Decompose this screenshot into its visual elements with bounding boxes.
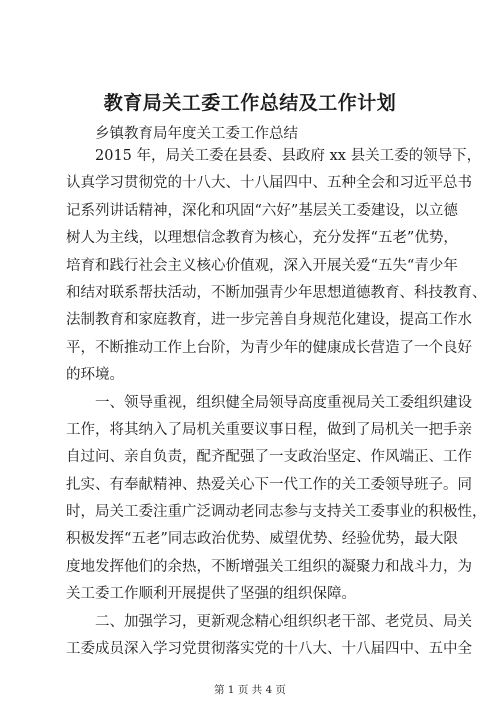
- text-line: 平，不断推动工作上台阶，为青少年的健康成长营造了一个良好: [66, 339, 472, 356]
- text-line: 关工委工作顺利开展提供了坚强的组织保障。: [66, 586, 356, 603]
- text-line: 培育和践行社会主义核心价值观，深入开展关爱“五失“青少年: [66, 257, 458, 274]
- text-line: 自过问、亲自负责，配齐配强了一支政治坚定、作风端正、工作: [66, 449, 472, 466]
- text-line: 2015 年，局关工委在县委、县政府 xx 县关工委的领导下，: [95, 148, 482, 164]
- paragraph: [66, 143, 487, 390]
- text-line: 认真学习贯彻党的十八大、十八届四中、五种全会和习近平总书: [66, 175, 472, 192]
- text-line: 记系列讲话精神，深化和巩固“六好”基层关工委建设，以立德: [66, 202, 458, 219]
- document-subtitle: 乡镇教育局年度关工委工作总结: [95, 126, 298, 142]
- document-title: 教育局关工委工作总结及工作计划: [103, 92, 397, 114]
- text-line: 树人为主线，以理想信念教育为核心，充分发挥“五老”优势，: [66, 230, 458, 247]
- text-line: 和结对联系帮扶活动，不断加强青少年思想道德教育、科技教育、: [66, 284, 487, 301]
- paragraph: [66, 609, 472, 664]
- document-body: [66, 143, 487, 663]
- paragraph: [66, 390, 487, 609]
- text-line: 扎实、有奉献精神、热爱关心下一代工作的关工委领导班子。同: [66, 476, 472, 493]
- text-line: 工委成员深入学习党贯彻落实党的十八大、十八届四中、五中全: [66, 641, 472, 658]
- page-number-footer: 第 1 页 共 4 页: [213, 684, 287, 696]
- text-line: 时，局关工委注重广泛调动老同志参与支持关工委事业的积极性，: [66, 504, 487, 521]
- text-line: 的环境。: [66, 367, 124, 384]
- text-line: 法制教育和家庭教育，进一步完善自身规范化建设，提高工作水: [66, 312, 472, 329]
- text-line: 工作，将其纳入了局机关重要议事日程，做到了局机关一把手亲: [66, 421, 472, 438]
- text-line: 二、加强学习，更新观念精心组织织老干部、老党员、局关: [95, 613, 472, 630]
- text-line: 度地发挥他们的余热，不断增强关工组织的凝聚力和战斗力，为: [66, 558, 472, 575]
- text-line: 积极发挥“五老”同志政治优势、威望优势、经验优势，最大限: [66, 531, 458, 548]
- text-line: 一、领导重视，组织健全局领导高度重视局关工委组织建设: [95, 394, 472, 411]
